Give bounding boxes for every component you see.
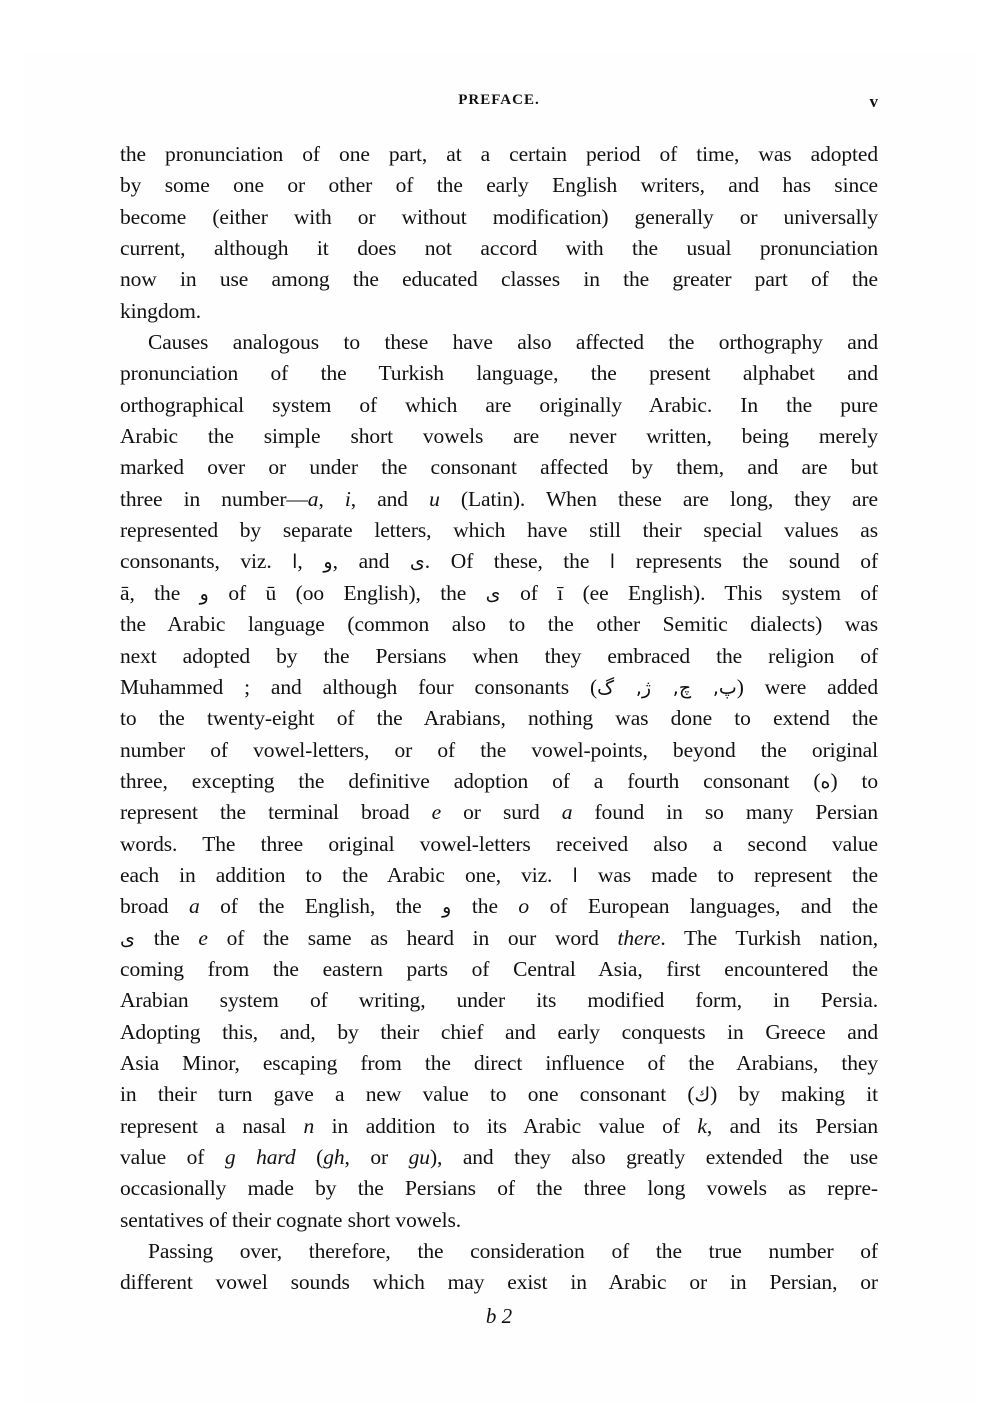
text-line: marked over or under the consonant affected by them, and are but	[120, 455, 878, 480]
text-segment: of the same as heard in our word	[207, 925, 618, 950]
body-text	[120, 139, 878, 1299]
text-line	[120, 797, 878, 828]
page-number: v	[869, 92, 878, 111]
text-segment: represents the sound of	[615, 549, 879, 574]
text-segment: Muhammed ; and although four consonants (	[120, 674, 598, 699]
text-segment: found in so many Persian	[572, 800, 878, 825]
arabic-letter-alef: ا	[609, 551, 616, 574]
text-line: current, although it does not accord with the usual pronunciation	[120, 236, 878, 261]
arabic-letter-waw: و	[323, 551, 333, 574]
text-line: by some one or other of the early English writers, and has since	[120, 173, 878, 198]
text-line: occasionally made by the Persians of the three long vowels as repre-	[120, 1176, 878, 1201]
text-segment: was made to represent the	[577, 862, 878, 887]
persian-consonants: پ, چ, ژ, گ	[597, 676, 737, 699]
text-line	[120, 672, 878, 703]
italic-phrase: g hard	[224, 1145, 296, 1169]
text-line: orthographical system of which are originally Arabic. In the pure	[120, 392, 878, 417]
text-segment: of European languages, and the	[529, 894, 878, 919]
text-segment: value of	[120, 1145, 225, 1169]
text-segment: consonants, viz.	[120, 549, 293, 574]
italic-letter: i	[344, 486, 351, 511]
text-line: to the twenty-eight of the Arabians, nothing was done to extend the	[120, 706, 878, 731]
arabic-letter-ya: ى	[120, 927, 135, 950]
text-segment: ), and they also greatly extended the use	[429, 1145, 878, 1169]
text-line	[120, 923, 878, 954]
text-line: Arabic the simple short vowels are never written, being merely	[120, 424, 878, 449]
text-segment: in their turn gave a new value to one consonant (	[120, 1082, 695, 1107]
italic-phrase: gu	[408, 1145, 430, 1169]
text-line	[120, 1079, 878, 1110]
text-line: Adopting this, and, by their chief and early conquests in Greece and	[120, 1019, 878, 1044]
text-line: become (either with or without modification) generally or universally	[120, 204, 878, 229]
text-line	[120, 1111, 878, 1142]
text-segment: (	[295, 1145, 324, 1169]
text-segment: or surd	[441, 800, 562, 825]
text-segment: , and	[332, 549, 410, 574]
text-line: number of vowel-letters, or of the vowel-points, beyond the original	[120, 737, 878, 762]
text-line	[120, 766, 878, 797]
arabic-letter-ya: ى	[409, 551, 425, 574]
text-line: different vowel sounds which may exist in Arabic or in Persian, or	[120, 1270, 878, 1295]
running-title: PREFACE.	[458, 92, 540, 108]
italic-letter: u	[429, 486, 440, 511]
arabic-letter-alef: ا	[292, 551, 298, 574]
italic-letter: e	[198, 925, 208, 950]
text-line: next adopted by the Persians when they embraced the religion of	[120, 643, 878, 668]
text-line: sentatives of their cognate short vowels.	[120, 1207, 462, 1232]
text-segment: , and its Persian	[706, 1113, 878, 1138]
text-line: kingdom.	[120, 298, 202, 323]
text-line: the Arabic language (common also to the other Semitic dialects) was	[120, 612, 878, 637]
text-segment: the	[134, 925, 199, 950]
arabic-letter-ya: ى	[485, 582, 501, 605]
text-segment: , and	[350, 486, 430, 511]
text-segment: ,	[297, 549, 324, 574]
italic-letter: a	[307, 486, 319, 511]
text-line: Causes analogous to these have also affected the orthography and	[148, 330, 878, 355]
italic-phrase: gh	[323, 1145, 345, 1169]
text-segment: three in number—	[120, 486, 308, 511]
text-line	[120, 1142, 878, 1173]
text-segment: ) to	[830, 768, 879, 793]
text-line: pronunciation of the Turkish language, the present alphabet and	[120, 361, 878, 386]
text-line: Passing over, therefore, the consideration of the true number of	[148, 1239, 878, 1264]
italic-letter: a	[561, 800, 573, 825]
text-line	[120, 546, 878, 577]
text-segment: of ī (ee English). This system of	[500, 580, 878, 605]
italic-letter: k	[697, 1113, 707, 1138]
text-segment: of the English, the	[199, 894, 443, 919]
text-line: words. The three original vowel-letters received also a second value	[120, 831, 878, 856]
text-segment: (Latin). When these are long, they are	[439, 486, 878, 511]
arabic-letter-kaf: ك	[694, 1084, 711, 1107]
text-line	[120, 860, 878, 891]
text-line: Asia Minor, escaping from the direct influence of the Arabians, they	[120, 1050, 878, 1075]
text-line: Arabian system of writing, under its modified form, in Persia.	[120, 988, 878, 1013]
italic-letter: n	[303, 1113, 315, 1138]
italic-letter: e	[431, 800, 442, 825]
text-line: represented by separate letters, which have still their special values as	[120, 518, 878, 543]
italic-letter: a	[188, 894, 200, 919]
text-segment: ) by making it	[710, 1082, 878, 1107]
text-segment: the	[451, 894, 519, 919]
text-line	[120, 578, 878, 609]
text-segment: represent the terminal broad	[120, 800, 432, 825]
text-line: now in use among the educated classes in the greater part of the	[120, 267, 878, 292]
italic-letter: o	[518, 894, 530, 919]
text-segment: ) were added	[736, 674, 878, 699]
text-line	[120, 484, 878, 515]
text-segment: , or	[344, 1145, 409, 1169]
text-segment: ,	[318, 486, 345, 511]
text-segment: of ū (oo English), the	[208, 580, 486, 605]
arabic-letter-ha: ه	[820, 770, 831, 793]
text-segment: represent a nasal	[120, 1113, 304, 1138]
text-line	[120, 891, 878, 922]
signature-mark-text: b 2	[485, 1304, 513, 1328]
italic-word: there	[617, 925, 661, 950]
text-line: the pronunciation of one part, at a certain period of time, was adopted	[120, 142, 878, 166]
arabic-letter-alef: ا	[572, 864, 578, 887]
text-segment: ā, the	[120, 580, 200, 605]
arabic-letter-waw: و	[199, 582, 209, 605]
text-segment: . The Turkish nation,	[660, 925, 878, 950]
text-segment: three, excepting the definitive adoption of a fourth consonant (	[120, 768, 821, 793]
text-line: coming from the eastern parts of Central Asia, first encountered the	[120, 956, 878, 981]
signature-mark	[120, 1304, 878, 1329]
text-segment: each in addition to the Arabic one, viz.	[120, 862, 573, 887]
text-segment: in addition to its Arabic value of	[314, 1113, 698, 1138]
text-segment: broad	[120, 894, 189, 919]
arabic-letter-waw: و	[442, 896, 452, 919]
running-head	[120, 92, 878, 114]
text-segment: . Of these, the	[424, 549, 610, 574]
